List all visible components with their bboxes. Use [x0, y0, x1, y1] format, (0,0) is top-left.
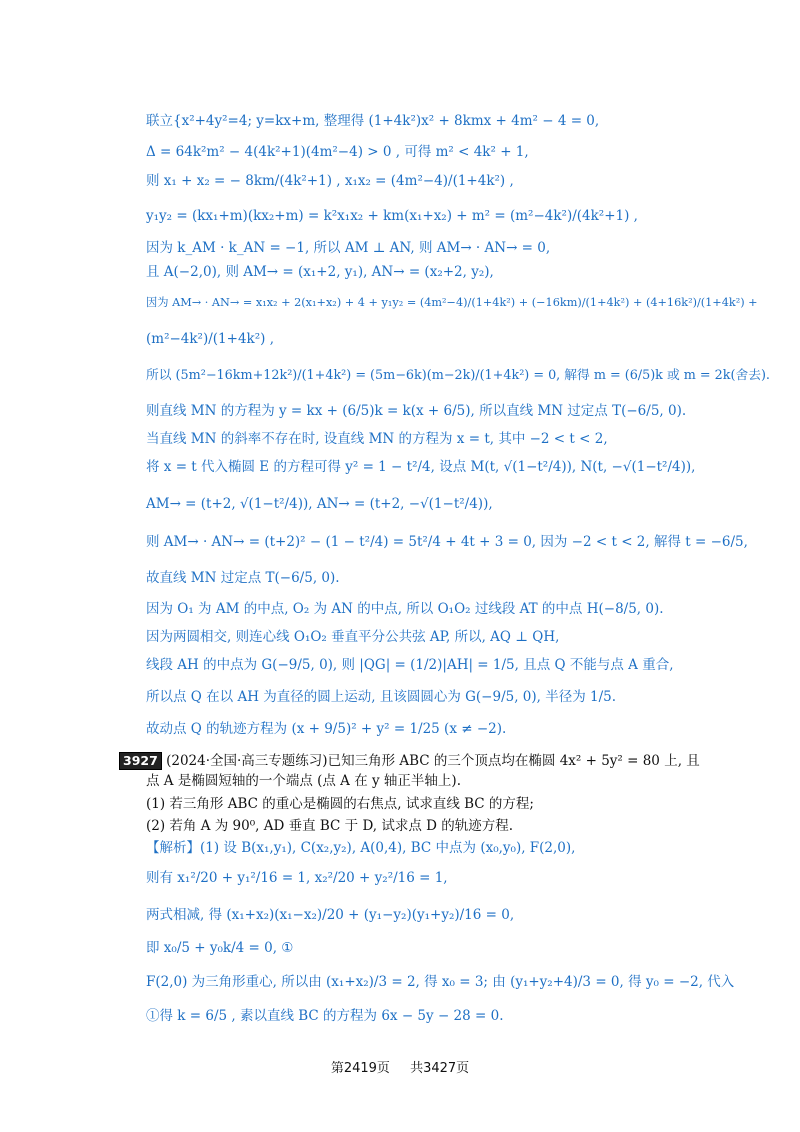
problem-header [119, 752, 700, 770]
solution-line: 则直线 MN 的方程为 y = kx + (6/5)k = k(x + 6/5), 所以直线 MN 过定点 T(−6/5, 0). [146, 403, 687, 419]
solution-line: 且 A(−2,0), 则 AM→ = (x₁+2, y₁), AN→ = (x₂+2, y₂), [146, 264, 494, 280]
solution-line: 当直线 MN 的斜率不存在时, 设直线 MN 的方程为 x = t, 其中 −2 < t < 2, [146, 431, 608, 447]
solution-line: 则 AM→ · AN→ = (t+2)² − (1 − t²/4) = 5t²/4 + 4t + 3 = 0, 因为 −2 < t < 2, 解得 t = −6/5, [146, 534, 748, 550]
problem-line: (1) 若三角形 ABC 的重心是椭圆的右焦点, 试求直线 BC 的方程; [146, 796, 534, 812]
solution-line: 故直线 MN 过定点 T(−6/5, 0). [146, 570, 340, 586]
solution-line: AM→ = (t+2, √(1−t²/4)), AN→ = (t+2, −√(1−t²/4)), [146, 496, 493, 512]
page-number: 第2419页 [330, 1061, 390, 1076]
solution-line: 因为 O₁ 为 AM 的中点, O₂ 为 AN 的中点, 所以 O₁O₂ 过线段 AT 的中点 H(−8/5, 0). [146, 601, 664, 617]
solution-line: Δ = 64k²m² − 4(4k²+1)(4m²−4) > 0 , 可得 m² < 4k² + 1, [146, 144, 529, 160]
solution-line: 所以 (5m²−16km+12k²)/(1+4k²) = (5m−6k)(m−2k)/(1+4k²) = 0, 解得 m = (6/5)k 或 m = 2k(舍去). [146, 368, 770, 383]
problem-line: (2024·全国·高三专题练习)已知三角形 ABC 的三个顶点均在椭圆 4x² + 5y² = 80 上, 且 [166, 753, 700, 769]
solution-line: F(2,0) 为三角形重心, 所以由 (x₁+x₂)/3 = 2, 得 x₀ = 3; 由 (y₁+y₂+4)/3 = 0, 得 y₀ = −2, 代入 [146, 974, 735, 990]
solution-line: 则 x₁ + x₂ = − 8km/(4k²+1) , x₁x₂ = (4m²−4)/(1+4k²) , [146, 173, 514, 189]
solution-line: 因为两圆相交, 则连心线 O₁O₂ 垂直平分公共弦 AP, 所以, AQ ⊥ QH, [146, 629, 560, 645]
problem-line: (2) 若角 A 为 90⁰, AD 垂直 BC 于 D, 试求点 D 的轨迹方程. [146, 818, 514, 834]
total-pages: 共3427页 [410, 1061, 470, 1076]
solution-line: 联立{x²+4y²=4; y=kx+m, 整理得 (1+4k²)x² + 8kmx + 4m² − 4 = 0, [146, 113, 600, 129]
solution-line: 两式相减, 得 (x₁+x₂)(x₁−x₂)/20 + (y₁−y₂)(y₁+y₂)/16 = 0, [146, 907, 515, 923]
solution-line: 因为 AM→ · AN→ = x₁x₂ + 2(x₁+x₂) + 4 + y₁y₂ = (4m²−4)/(1+4k²) + (−16km)/(1+4k²) + (4+16k²)/(1+4k²) + [146, 296, 758, 309]
solution-line: 因为 k_AM · k_AN = −1, 所以 AM ⊥ AN, 则 AM→ · AN→ = 0, [146, 240, 551, 256]
solution-line: y₁y₂ = (kx₁+m)(kx₂+m) = k²x₁x₂ + km(x₁+x₂) + m² = (m²−4k²)/(4k²+1) , [146, 208, 638, 224]
solution-line: 将 x = t 代入椭圆 E 的方程可得 y² = 1 − t²/4, 设点 M(t, √(1−t²/4)), N(t, −√(1−t²/4)), [146, 459, 696, 475]
solution-line: 所以点 Q 在以 AH 为直径的圆上运动, 且该圆圆心为 G(−9/5, 0), 半径为 1/5. [146, 689, 617, 705]
solution-line: 线段 AH 的中点为 G(−9/5, 0), 则 |QG| = (1/2)|AH| = 1/5, 且点 Q 不能与点 A 重合, [146, 657, 674, 673]
solution-line: 【解析】(1) 设 B(x₁,y₁), C(x₂,y₂), A(0,4), BC 中点为 (x₀,y₀), F(2,0), [146, 840, 576, 856]
page-footer [0, 1057, 800, 1076]
solution-line: 则有 x₁²/20 + y₁²/16 = 1, x₂²/20 + y₂²/16 = 1, [146, 870, 448, 886]
solution-line: ①得 k = 6/5 , 素以直线 BC 的方程为 6x − 5y − 28 = 0. [146, 1008, 504, 1024]
problem-number-badge: 3927 [119, 752, 162, 770]
problem-line: 点 A 是椭圆短轴的一个端点 (点 A 在 y 轴正半轴上). [146, 773, 461, 789]
solution-line: (m²−4k²)/(1+4k²) , [146, 331, 274, 347]
solution-line: 即 x₀/5 + y₀k/4 = 0, ① [146, 940, 294, 956]
solution-line: 故动点 Q 的轨迹方程为 (x + 9/5)² + y² = 1/25 (x ≠ −2). [146, 721, 507, 737]
